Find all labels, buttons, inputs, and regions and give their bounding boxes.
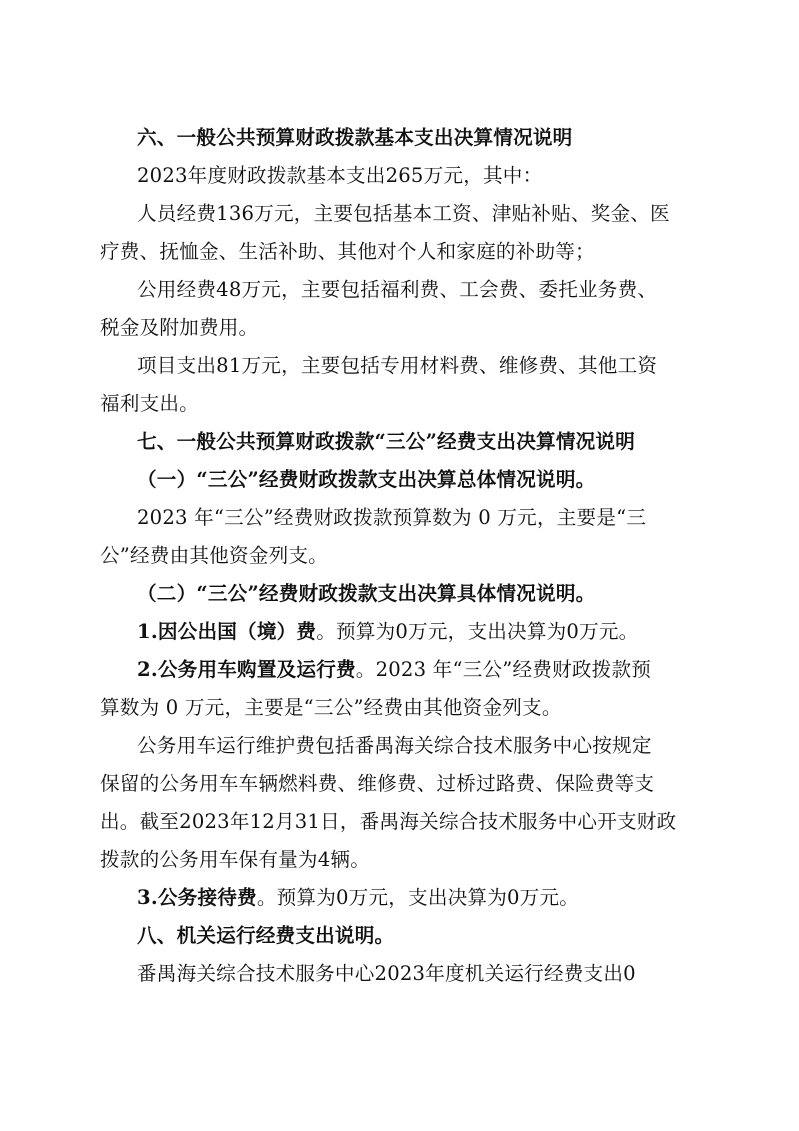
- paragraph-continuation: 公”经费由其他资金列支。: [100, 544, 328, 567]
- paragraph-continuation: 税金及附加费用。: [100, 316, 259, 339]
- paragraph: 2023 年“三公”经费财政拨款预算数为 0 万元，主要是“三: [137, 506, 647, 529]
- paragraph: 公用经费48万元，主要包括福利费、工会费、委托业务费、: [137, 278, 658, 301]
- item-2-text: 。2023 年“三公”经费财政拨款预: [355, 658, 652, 681]
- paragraph-continuation: 保留的公务用车车辆燃料费、维修费、过桥过路费、保险费等支: [100, 772, 655, 795]
- item-3: [137, 884, 579, 912]
- paragraph: 公务用车运行维护费包括番禺海关综合技术服务中心按规定: [137, 734, 652, 757]
- section-8-heading: 八、机关运行经费支出说明。: [137, 924, 395, 947]
- paragraph: 项目支出81万元，主要包括专用材料费、维修费、其他工资: [137, 354, 658, 377]
- paragraph-continuation: 福利支出。: [100, 392, 199, 415]
- item-2-label: 2.公务用车购置及运行费: [137, 658, 356, 681]
- item-3-text: 。预算为0万元，支出决算为0万元。: [256, 886, 580, 909]
- section-6-heading: 六、一般公共预算财政拨款基本支出决算情况说明: [137, 126, 573, 149]
- item-2: [137, 656, 651, 684]
- item-1: [137, 618, 638, 646]
- paragraph-continuation: 拨款的公务用车保有量为4辆。: [100, 848, 370, 871]
- paragraph-continuation: 出。截至2023年12月31日，番禺海关综合技术服务中心开支财政: [100, 810, 677, 833]
- paragraph: 人员经费136万元，主要包括基本工资、津贴补贴、奖金、医: [137, 202, 670, 225]
- section-7-heading: 七、一般公共预算财政拨款“三公”经费支出决算情况说明: [137, 430, 635, 453]
- subsection-2-heading: （二）“三公”经费财政拨款支出决算具体情况说明。: [137, 582, 596, 605]
- item-1-text: 。预算为0万元，支出决算为0万元。: [316, 620, 639, 643]
- paragraph: 2023年度财政拨款基本支出265万元，其中：: [137, 164, 543, 187]
- paragraph-continuation: 算数为 0 万元，主要是“三公”经费由其他资金列支。: [100, 696, 562, 719]
- item-3-label: 3.公务接待费: [137, 886, 257, 909]
- subsection-1-heading: （一）“三公”经费财政拨款支出决算总体情况说明。: [137, 468, 596, 491]
- paragraph-continuation: 疗费、抚恤金、生活补助、其他对个人和家庭的补助等；: [100, 240, 595, 263]
- item-1-label: 1.因公出国（境）费: [137, 620, 317, 643]
- paragraph: 番禺海关综合技术服务中心2023年度机关运行经费支出0: [137, 962, 636, 985]
